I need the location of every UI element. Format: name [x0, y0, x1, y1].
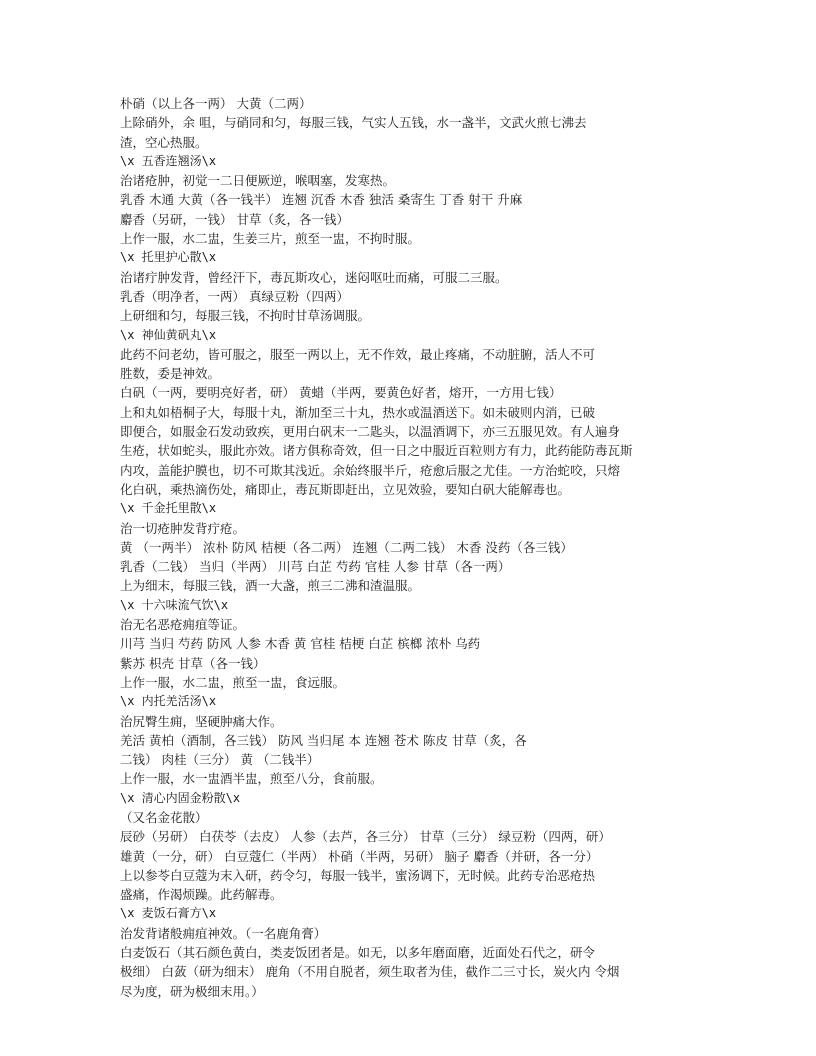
text-line: 白麦饭石（其石颜色黄白，类麦饭团者是。如无，以多年磨面磨，近面处石代之，研令: [120, 945, 596, 961]
text-line: 羌活 黄柏（酒制，各三钱） 防风 当归尾 本 连翘 苍术 陈皮 甘草（炙，各: [120, 732, 527, 748]
section-heading: \x 十六味流气饮\x: [120, 597, 229, 612]
text-line: 极细） 白蔹（研为细末） 鹿角（不用自脱者，须生取者为佳，截作二三寸长，炭火内 令烟: [120, 964, 620, 980]
section-heading: \x 托里护心散\x: [120, 250, 217, 265]
text-line: 上作一服，水二盅，生姜三片，煎至一盅，不拘时服。: [120, 231, 421, 247]
text-line: 麝香（另研，一钱） 甘草（炙，各一钱）: [120, 211, 349, 227]
text-line: 化白矾，乘热滴伤处，痛即止，毒瓦斯即赶出，立见效验，要知白矾大能解毒也。: [120, 481, 571, 497]
text-line: 朴硝（以上各一两） 大黄（二两）: [120, 96, 312, 111]
section-heading: \x 神仙黄矾丸\x: [120, 327, 217, 342]
text-line: 生疮，状如蛇头，服此亦效。诸方俱称奇效，但一日之中服近百粒则方有力，此药能防毒瓦斯: [120, 443, 633, 459]
text-line: 治诸疮肿，初觉一二日便厥逆，喉咽塞，发寒热。: [120, 173, 396, 189]
text-line: 即便合，如服金石发动致疾，更用白矾末一二匙头，以温酒调下，亦三五服见效。有人遍身: [120, 424, 621, 440]
text-line: 内攻，盖能护膜也，切不可欺其浅近。余始终服半斤，疮愈后服之尤佳。一方治蛇咬，只熔: [120, 462, 621, 478]
text-line: 治尻臀生痈，坚硬肿痛大作。: [120, 713, 283, 729]
text-line: 川芎 当归 芍药 防风 人参 木香 黄 官桂 桔梗 白芷 槟榔 浓朴 乌药: [120, 636, 481, 652]
text-line: 上研细和匀，每服三钱，不拘时甘草汤调服。: [120, 308, 371, 324]
text-line: 辰砂（另研） 白茯苓（去皮） 人参（去芦，各三分） 甘草（三分） 绿豆粉（四两，研）: [120, 829, 611, 845]
text-line: 白矾（一两，要明亮好者，研） 黄蜡（半两，要黄色好者，熔开，一方用七钱）: [120, 385, 562, 401]
section-heading: \x 千金托里散\x: [120, 501, 217, 516]
text-line: 上以参苓白豆蔻为末入研，药令匀，每服一钱半，蜜汤调下，无时候。此药专治恶疮热: [120, 867, 596, 883]
text-line: 紫苏 枳壳 甘草（各一钱）: [120, 655, 266, 671]
section-heading: \x 麦饭石膏方\x: [120, 906, 217, 921]
text-line: 上为细末，每服三钱，酒一大盏，煎三二沸和渣温服。: [120, 578, 421, 594]
text-line: 乳香（明净者，一两） 真绿豆粉（四两）: [120, 288, 349, 304]
text-line: 上作一服，水二盅，煎至一盅，食远服。: [120, 674, 346, 690]
text-line: 渣，空心热服。: [120, 134, 208, 150]
section-heading: \x 五香连翘汤\x: [120, 153, 217, 168]
text-line: 治诸疔肿发背，曾经汗下，毒瓦斯攻心，迷闷呕吐而痛，可服二三服。: [120, 269, 508, 285]
section-heading: \x 内托羌活汤\x: [120, 694, 217, 709]
text-line: 尽为度，研为极细末用。）: [120, 983, 264, 999]
text-line: 治无名恶疮痈疽等证。: [120, 617, 246, 633]
text-line: 上除硝外，余 咀，与硝同和匀，每服三钱，气实人五钱，水一盏半，文武火煎七沸去: [120, 115, 587, 131]
document-body: [120, 94, 700, 1001]
text-line: 治一切疮肿发背疔疮。: [120, 520, 246, 536]
text-line: 二钱） 肉桂（三分） 黄 （二钱半）: [120, 752, 320, 768]
text-line: 此药不问老幼，皆可服之，服至一两以上，无不作效，最止疼痛，不动脏腑，活人不可: [120, 346, 596, 362]
text-line: （又名金花散）: [120, 809, 208, 825]
text-line: 上作一服，水一盅酒半盅，煎至八分，食前服。: [120, 771, 383, 787]
text-line: 乳香（二钱） 当归（半两） 川芎 白芷 芍药 官桂 人参 甘草（各一两）: [120, 559, 511, 575]
text-line: 黄 （一两半） 浓朴 防风 桔梗（各二两） 连翘（二两二钱） 木香 没药（各三钱）: [120, 539, 573, 555]
text-line: 治发背诸般痈疽神效。（一名鹿角膏）: [120, 925, 327, 941]
text-line: 胜数，委是神效。: [120, 366, 221, 382]
section-heading: \x 清心内固金粉散\x: [120, 790, 241, 805]
text-line: 乳香 木通 大黄（各一钱半） 连翘 沉香 木香 独活 桑寄生 丁香 射干 升麻: [120, 192, 523, 208]
text-line: 雄黄（一分，研） 白豆蔻仁（半两） 朴硝（半两，另研） 脑子 麝香（并研，各一分）: [120, 848, 599, 864]
text-line: 上和丸如梧桐子大，每服十丸，渐加至三十丸，热水或温酒送下。如未破则内消，已破: [120, 404, 596, 420]
text-line: 盛痛，作渴烦躁。此药解毒。: [120, 887, 283, 903]
